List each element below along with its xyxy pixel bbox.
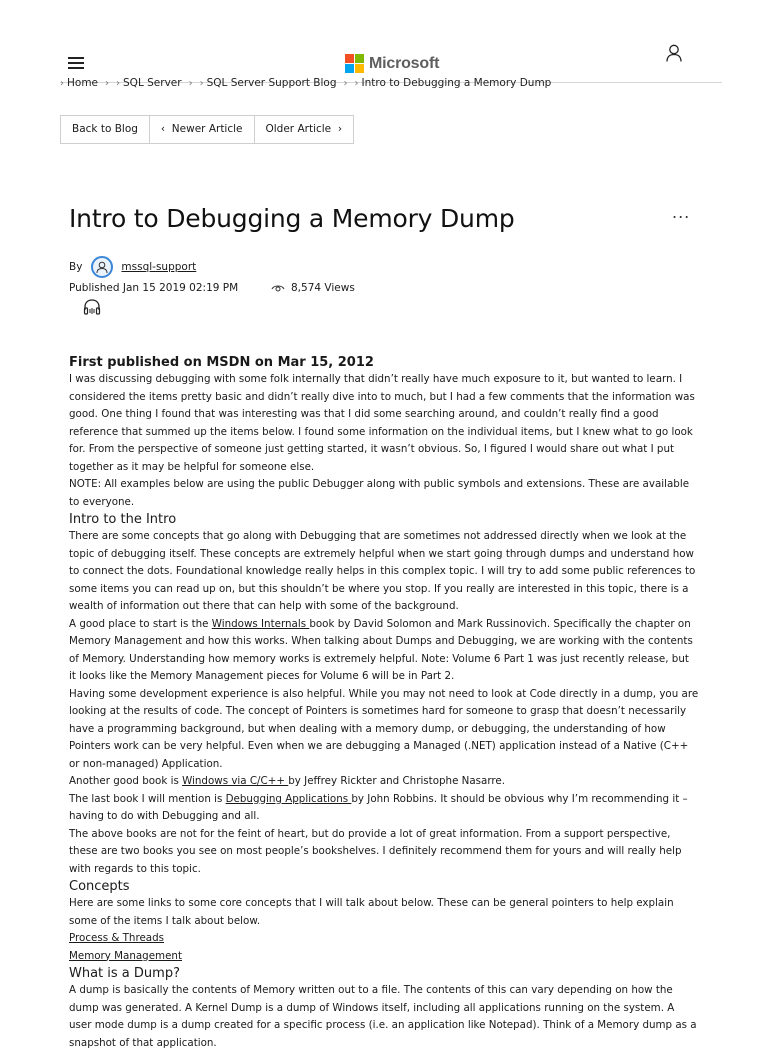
breadcrumb-chevron-icon: › — [354, 77, 359, 89]
list-item — [69, 930, 699, 948]
view-count-text: 8,574 Views — [291, 282, 355, 294]
breadcrumb-chevron-icon: › — [199, 77, 204, 89]
byline — [69, 256, 196, 278]
view-count — [271, 282, 355, 294]
paragraph — [69, 773, 699, 791]
process-threads-link[interactable]: Process & Threads — [69, 932, 165, 944]
windows-via-cpp-link[interactable]: Windows via C/C++ — [182, 775, 289, 787]
memory-management-link[interactable]: Memory Management — [69, 949, 182, 962]
breadcrumb-chevron-icon: › — [188, 77, 193, 89]
site-header — [0, 0, 768, 82]
user-account-icon[interactable] — [666, 44, 682, 62]
debugging-applications-link[interactable]: Debugging Applications — [225, 792, 352, 805]
breadcrumb-item-support-blog[interactable]: SQL Server Support Blog — [206, 77, 337, 89]
breadcrumb-chevron-icon: › — [60, 77, 64, 89]
paragraph: A dump is basically the contents of Memory written out to a file. The contents of this can vary depending on how the dump was generated. A Kernel Dump is a dump of Windows itself, including all applications running on the system. A user mode dump is a dump created for a specific process (i.e. an application like Notepad). Think of a Memory dump as a snapshot of that application. — [69, 984, 697, 1049]
list-item — [69, 948, 699, 966]
paragraph: There are some concepts that go along with Debugging that are sometimes not addressed directly when we look at the topic of debugging itself. These concepts are extremely helpful when we start going through dumps and understand how to connect the dots. Foundational knowledge really helps in this complex topic. I will try to add some public references to some items you can read up on, but this shouldn’t be where you stop. If you really are interested in this topic, there is a wealth of information out there that can help with some of the background. — [69, 530, 696, 612]
published-date: Published Jan 15 2019 02:19 PM — [69, 282, 239, 294]
breadcrumb-item-home[interactable]: Home — [67, 77, 99, 89]
paragraph-text: by Jeffrey Rickter and Christophe Nasarre. — [288, 775, 506, 787]
breadcrumb-item-current: Intro to Debugging a Memory Dump — [361, 77, 552, 89]
breadcrumb-chevron-icon: › — [105, 77, 110, 89]
article-body — [69, 354, 699, 1052]
section-heading-concepts: Concepts — [69, 879, 130, 894]
older-article-button[interactable] — [255, 116, 354, 143]
breadcrumb-item-sql-server[interactable]: SQL Server — [123, 77, 182, 89]
older-article-label: Older Article — [265, 123, 332, 135]
page-title: Intro to Debugging a Memory Dump — [69, 204, 515, 233]
brand-name: Microsoft — [369, 54, 440, 72]
more-options-button[interactable]: ... — [672, 203, 691, 222]
newer-article-button[interactable] — [150, 116, 255, 143]
user-avatar-icon — [96, 261, 108, 273]
paragraph — [69, 791, 699, 826]
paragraph: The above books are not for the feint of heart, but do provide a lot of great information. From a support perspective, these are two books you see on most people’s bookshelves. I definitely recommend them for yours and will really help with regards to this topic. — [69, 827, 682, 875]
microsoft-logo[interactable] — [345, 54, 439, 73]
avatar[interactable] — [91, 256, 113, 278]
paragraph: I was discussing debugging with some folk internally that didn’t really have much exposure to it, but wanted to learn. I considered the items pretty basic and didn’t really dive into to much, but I had a few comments that the information was good. One thing I found that was interesting was that I did some searching around, and couldn’t really find a good reference that summed up the items below. I found some information on the individual items, but I knew what to go look for. From the perspective of someone just getting started, it wasn’t obvious. So, I figured I would share out what I put together as it may be helpful for someone else. — [69, 373, 695, 473]
paragraph: Having some development experience is also helpful. While you may not need to look at Code directly in a dump, you are looking at the results of code. The concept of Pointers is sometimes hard for someone to grasp that doesn’t necessarily have a programming background, but when dealing with a memory dump, or debugging, the understanding of how Pointers work can be very helpful. Even when we are debugging a Managed (.NET) application instead of a Native (C++ or non-managed) Application. — [69, 687, 699, 770]
newer-article-label: Newer Article — [171, 123, 243, 135]
breadcrumb — [60, 77, 551, 89]
paragraph-text: A good place to start is the — [69, 617, 212, 630]
headphones-listen-icon[interactable] — [82, 298, 102, 316]
section-heading-intro: Intro to the Intro — [69, 512, 177, 527]
breadcrumb-chevron-icon: › — [116, 77, 121, 89]
article-nav-bar — [60, 115, 354, 144]
eye-icon — [271, 283, 285, 293]
paragraph-text: book by David Solomon and Mark Russinovich. Specifically the chapter on Memory Management and how this works. When talking about Dumps and Debugging, we are working with the contents of Memory. Understanding how memory works is extremely helpful. Note: Volume 6 Part 1 was just recently release, but it looks like the Memory Management pieces for Volume 6 will be in Part 2. — [69, 617, 693, 682]
paragraph: NOTE: All examples below are using the public Debugger along with public symbols and extensions. These are available to everyone. — [69, 478, 690, 508]
back-to-blog-button[interactable] — [61, 116, 150, 143]
paragraph-text: The last book I will mention is — [69, 792, 226, 805]
breadcrumb-chevron-icon: › — [343, 77, 348, 89]
paragraph-text: Another good book is — [69, 775, 183, 787]
paragraph-text: by John Robbins. It should be obvious why I’m recommending it – having to do with Debugging and all. — [69, 792, 688, 822]
first-published-heading: First published on MSDN on Mar 15, 2012 — [69, 355, 374, 370]
chevron-left-icon: ‹ — [160, 123, 172, 135]
paragraph — [69, 616, 699, 686]
hamburger-menu-icon[interactable] — [68, 57, 84, 69]
microsoft-squares-icon — [345, 54, 364, 73]
by-label: By — [69, 261, 83, 273]
section-heading-dump: What is a Dump? — [69, 966, 180, 981]
paragraph: Here are some links to some core concepts that I will talk about below. These can be general pointers to help explain some of the items I talk about below. — [69, 897, 674, 927]
windows-internals-link[interactable]: Windows Internals — [211, 617, 310, 630]
chevron-right-icon: › — [331, 123, 343, 135]
back-to-blog-label: Back to Blog — [72, 123, 138, 135]
author-link[interactable]: mssql-support — [121, 261, 197, 273]
